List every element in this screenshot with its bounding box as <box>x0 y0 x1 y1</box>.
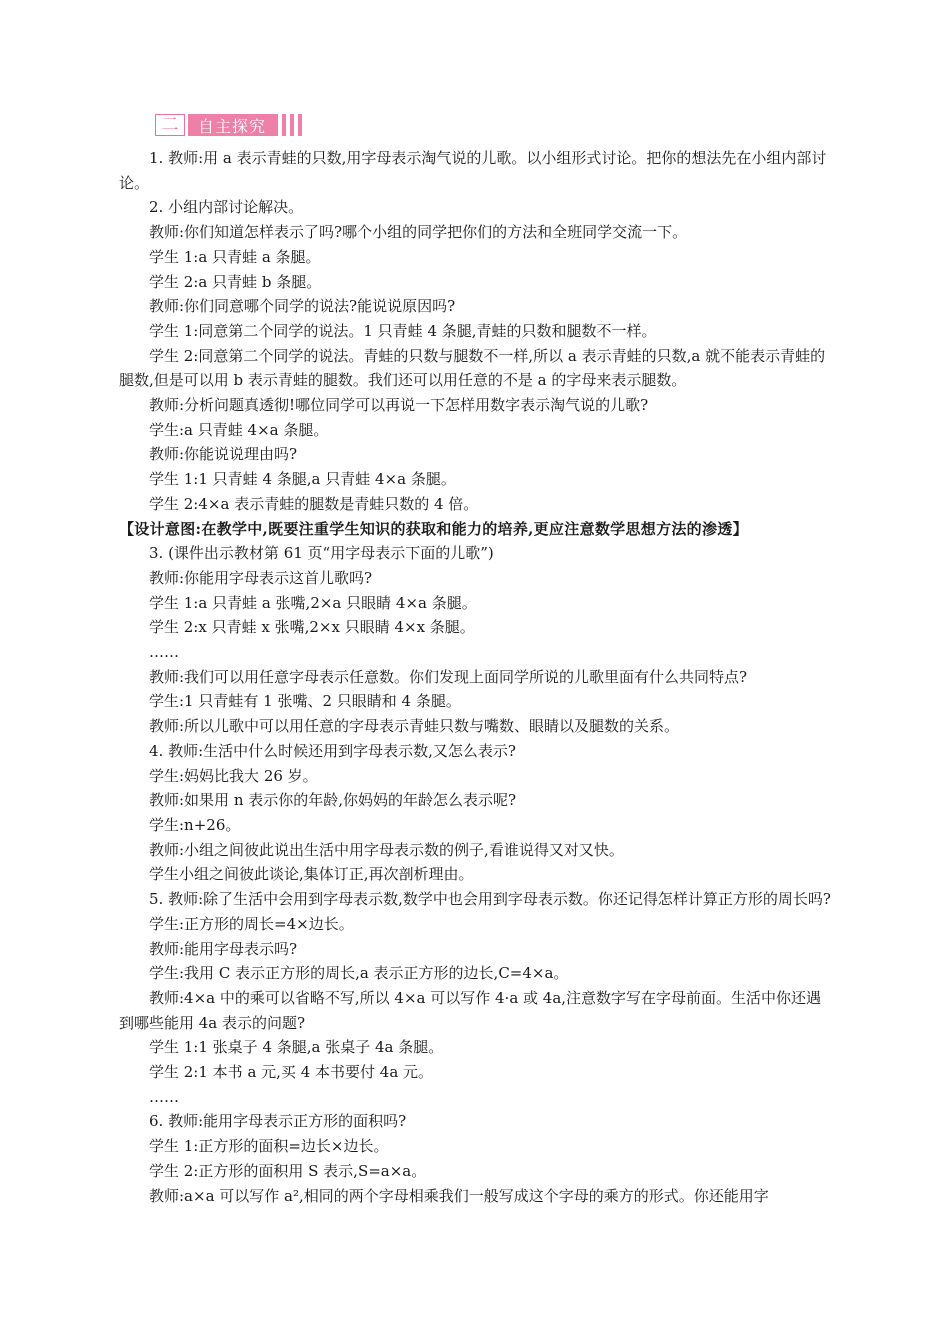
paragraph: 教师:能用字母表示吗? <box>149 939 298 958</box>
paragraph: 学生 2:x 只青蛙 x 张嘴,2×x 只眼睛 4×x 条腿。 <box>149 618 475 637</box>
paragraph: 学生:n+26。 <box>149 815 241 834</box>
paragraph: 教师:所以儿歌中可以用任意的字母表示青蛙只数与嘴数、眼睛以及腿数的关系。 <box>149 717 680 736</box>
paragraph: 学生 1:1 张桌子 4 条腿,a 张桌子 4a 条腿。 <box>149 1038 444 1057</box>
paragraph: 学生 1:1 只青蛙 4 条腿,a 只青蛙 4×a 条腿。 <box>149 470 456 489</box>
paragraph: 学生 1:a 只青蛙 a 张嘴,2×a 只眼睛 4×a 条腿。 <box>149 593 477 612</box>
paragraph: 教师:你们知道怎样表示了吗?哪个小组的同学把你们的方法和全班同学交流一下。 <box>149 223 688 242</box>
paragraph: 学生:我用 C 表示正方形的周长,a 表示正方形的边长,C=4×a。 <box>149 964 569 983</box>
paragraph: 学生:a 只青蛙 4×a 条腿。 <box>149 420 329 439</box>
paragraph: 学生:妈妈比我大 26 岁。 <box>149 766 318 785</box>
paragraph: 3. (课件出示教材第 61 页“用字母表示下面的儿歌”) <box>149 544 494 563</box>
paragraph: 教师:小组之间彼此说出生活中用字母表示数的例子,看谁说得又对又快。 <box>149 840 624 859</box>
paragraph: 学生 2:同意第二个同学的说法。青蛙的只数与腿数不一样,所以 a 表示青蛙的只数,a 就不能表示青蛙的腿数,但是可以用 b 表示青蛙的腿数。我们还可以用任意的不是 a 的字母来表示腿数。 <box>119 346 826 390</box>
section-banner <box>155 113 302 137</box>
paragraph: 1. 教师:用 a 表示青蛙的只数,用字母表示淘气说的儿歌。以小组形式讨论。把你的想法先在小组内部讨论。 <box>119 149 827 192</box>
paragraph: 学生:正方形的周长=4×边长。 <box>149 914 354 933</box>
paragraph: 教师:如果用 n 表示你的年龄,你妈妈的年龄怎么表示呢? <box>149 791 517 810</box>
design-intent-note: 【设计意图:在教学中,既要注重学生知识的获取和能力的培养,更应注意数学思想方法的渗透】 <box>119 519 748 538</box>
paragraph: 2. 小组内部讨论解决。 <box>149 198 304 217</box>
paragraph: 教师:a×a 可以写作 a²,相同的两个字母相乘我们一般写成这个字母的乘方的形式。你还能用字 <box>149 1186 769 1205</box>
paragraph: 6. 教师:能用字母表示正方形的面积吗? <box>149 1112 407 1131</box>
paragraph: 学生小组之间彼此谈论,集体订正,再次剖析理由。 <box>149 865 474 884</box>
banner-stripe <box>282 114 286 136</box>
paragraph: 学生 2:4×a 表示青蛙的腿数是青蛙只数的 4 倍。 <box>149 494 479 513</box>
section-title: 自主探究 <box>188 114 278 136</box>
paragraph: 4. 教师:生活中什么时候还用到字母表示数,又怎么表示? <box>149 741 516 760</box>
banner-stripe <box>298 114 302 136</box>
paragraph: 学生:1 只青蛙有 1 张嘴、2 只眼睛和 4 条腿。 <box>149 692 461 711</box>
paragraph: 教师:分析问题真透彻!哪位同学可以再说一下怎样用数字表示淘气说的儿歌? <box>149 396 649 415</box>
section-number: 二 <box>155 114 185 136</box>
paragraph: 学生 1:同意第二个同学的说法。1 只青蛙 4 条腿,青蛙的只数和腿数不一样。 <box>149 321 657 340</box>
banner-stripe <box>290 114 294 136</box>
paragraph: 学生 1:a 只青蛙 a 条腿。 <box>149 247 321 266</box>
paragraph: 教师:你能说说理由吗? <box>149 445 298 464</box>
paragraph: 教师:4×a 中的乘可以省略不写,所以 4×a 可以写作 4·a 或 4a,注意数字写在字母前面。生活中你还遇到哪些能用 4a 表示的问题? <box>119 988 822 1032</box>
paragraph: 5. 教师:除了生活中会用到字母表示数,数学中也会用到字母表示数。你还记得怎样计算正方形的周长吗? <box>149 890 831 909</box>
paragraph: 学生 2:1 本书 a 元,买 4 本书要付 4a 元。 <box>149 1063 434 1082</box>
paragraph: …… <box>149 643 179 662</box>
paragraph: 学生 2:a 只青蛙 b 条腿。 <box>149 272 322 291</box>
paragraph: 教师:你能用字母表示这首儿歌吗? <box>149 568 373 587</box>
paragraph: 学生 2:正方形的面积用 S 表示,S=a×a。 <box>149 1161 427 1180</box>
paragraph: …… <box>149 1087 179 1106</box>
paragraph: 教师:你们同意哪个同学的说法?能说说原因吗? <box>149 297 456 316</box>
paragraph: 教师:我们可以用任意字母表示任意数。你们发现上面同学所说的儿歌里面有什么共同特点? <box>149 667 748 686</box>
lesson-text <box>119 146 831 1208</box>
paragraph: 学生 1:正方形的面积=边长×边长。 <box>149 1137 389 1156</box>
